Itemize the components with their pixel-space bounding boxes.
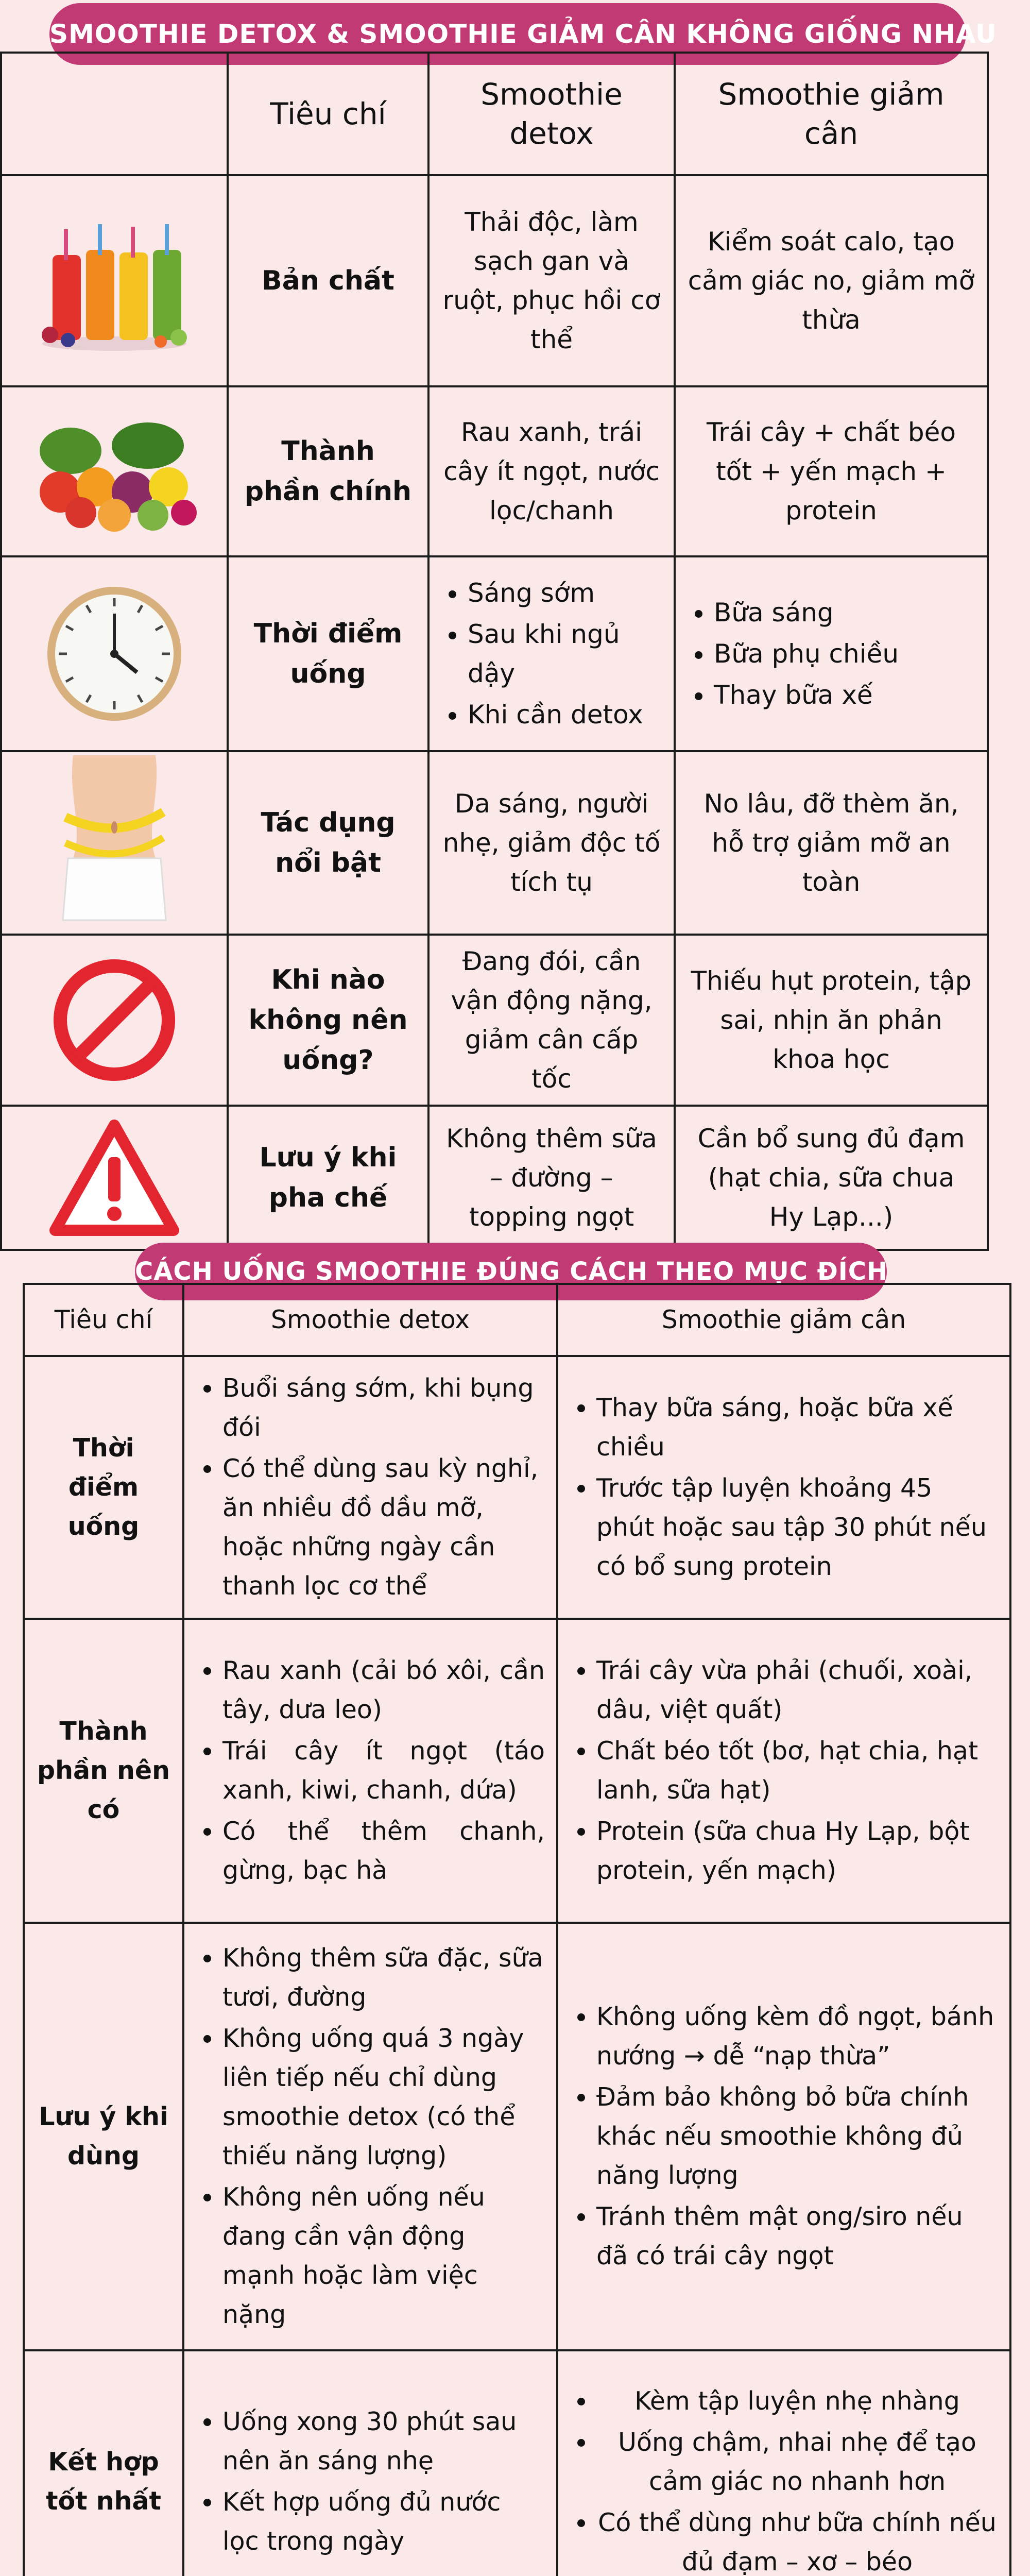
header-criterion: Tiêu chí: [228, 53, 428, 175]
list-item: • Kèm tập luyện nhẹ nhàng: [596, 2382, 998, 2421]
list-item: • Khi cần detox: [468, 695, 662, 734]
weight-loss-list: [570, 1651, 998, 1890]
list-item: • Không thêm sữa đặc, sữa tươi, đường: [222, 1939, 545, 2017]
weight-loss-list: [687, 593, 975, 715]
criterion-cell: Thành phần nên có: [24, 1619, 183, 1923]
table-row: [1, 935, 988, 1106]
list-item: • Uống chậm, nhai nhẹ để tạo cảm giác no nhanh hơn: [596, 2423, 998, 2501]
list-item: • Rau xanh (cải bó xôi, cần tây, dưa leo): [222, 1651, 545, 1730]
criterion-cell: Khi nào không nên uống?: [228, 935, 428, 1106]
criterion-cell: Thành phần chính: [228, 386, 428, 556]
weight-loss-list: [570, 1997, 998, 2276]
list-item: • Đảm bảo không bỏ bữa chính khác nếu smoothie không đủ năng lượng: [596, 2078, 998, 2195]
table-row: [1, 175, 988, 386]
list-item: • Thay bữa xế: [714, 675, 975, 715]
list-item: • Chất béo tốt (bơ, hạt chia, hạt lanh, sữa hạt): [596, 1732, 998, 1810]
weight-loss-cell: [557, 1619, 1010, 1923]
list-item: • Kết hợp uống đủ nước lọc trong ngày: [222, 2483, 545, 2561]
list-item: • Có thể thêm chanh, gừng, bạc hà: [222, 1812, 545, 1890]
header-weight-loss: Smoothie giảm cân: [557, 1284, 1010, 1356]
list-item: • Có thể dùng như bữa chính nếu đủ đạm – xơ – béo: [596, 2503, 998, 2576]
criterion-cell: Bản chất: [228, 175, 428, 386]
criterion-cell: Lưu ý khi dùng: [24, 1923, 183, 2350]
list-item: • Không uống kèm đồ ngọt, bánh nướng → dễ “nạp thừa”: [596, 1997, 998, 2076]
header-detox: Smoothie detox: [428, 53, 675, 175]
detox-list: [441, 573, 662, 734]
detox-cell: [183, 1619, 557, 1923]
detox-cell: Rau xanh, trái cây ít ngọt, nước lọc/chanh: [428, 386, 675, 556]
detox-cell: Da sáng, người nhẹ, giảm độc tố tích tụ: [428, 751, 675, 935]
section2-title: CÁCH UỐNG SMOOTHIE ĐÚNG CÁCH THEO MỤC ĐÍCH: [135, 1243, 887, 1300]
list-item: • Sau khi ngủ dậy: [468, 615, 662, 693]
weight-loss-list: [570, 1388, 998, 1586]
table-row: [24, 1619, 1010, 1923]
detox-cell: Thải độc, làm sạch gan và ruột, phục hồi cơ thể: [428, 175, 675, 386]
list-item: • Thay bữa sáng, hoặc bữa xế chiều: [596, 1388, 998, 1467]
header-criterion: Tiêu chí: [24, 1284, 183, 1356]
section1-title: SMOOTHIE DETOX & SMOOTHIE GIẢM CÂN KHÔNG GIỐNG NHAU: [49, 3, 966, 65]
weight-loss-cell: Thiếu hụt protein, tập sai, nhịn ăn phản khoa học: [675, 935, 988, 1106]
detox-list: [196, 1651, 545, 1890]
usage-guide-table: [23, 1283, 1011, 2576]
table-row: [24, 2350, 1010, 2576]
list-item: • Không uống quá 3 ngày liên tiếp nếu chỉ dùng smoothie detox (có thể thiếu năng lượng): [222, 2019, 545, 2176]
detox-cell: [183, 1923, 557, 2350]
juice-bottles-image: [1, 175, 228, 386]
list-item: • Bữa sáng: [714, 593, 975, 632]
weight-loss-cell: [557, 2350, 1010, 2576]
detox-list: [196, 1369, 545, 1606]
clock-image: [1, 556, 228, 751]
detox-cell: Không thêm sữa – đường – topping ngọt: [428, 1106, 675, 1250]
table-header-row: [1, 53, 988, 175]
weight-loss-cell: No lâu, đỡ thèm ăn, hỗ trợ giảm mỡ an toàn: [675, 751, 988, 935]
table-row: [1, 1106, 988, 1250]
table-row: [1, 751, 988, 935]
header-detox: Smoothie detox: [183, 1284, 557, 1356]
weight-loss-cell: Trái cây + chất béo tốt + yến mạch + protein: [675, 386, 988, 556]
table-header-row: [24, 1284, 1010, 1356]
table-row: [1, 386, 988, 556]
list-item: • Protein (sữa chua Hy Lạp, bột protein, yến mạch): [596, 1812, 998, 1890]
list-item: • Sáng sớm: [468, 573, 662, 613]
header-weight-loss: Smoothie giảm cân: [675, 53, 988, 175]
prohibited-icon: [1, 935, 228, 1106]
weight-loss-cell: Cần bổ sung đủ đạm (hạt chia, sữa chua Hy Lạp...): [675, 1106, 988, 1250]
list-item: • Bữa phụ chiều: [714, 634, 975, 673]
criterion-cell: Tác dụng nổi bật: [228, 751, 428, 935]
table-row: [1, 556, 988, 751]
criterion-cell: Lưu ý khi pha chế: [228, 1106, 428, 1250]
weight-loss-cell: [557, 1356, 1010, 1619]
detox-cell: [183, 2350, 557, 2576]
criterion-cell: Thời điểm uống: [228, 556, 428, 751]
comparison-table: [0, 52, 989, 1251]
list-item: • Không nên uống nếu đang cần vận động mạnh hoặc làm việc nặng: [222, 2178, 545, 2334]
table-row: [24, 1923, 1010, 2350]
detox-cell: [428, 556, 675, 751]
vegetables-fruits-image: [1, 386, 228, 556]
list-item: • Tránh thêm mật ong/siro nếu đã có trái cây ngọt: [596, 2197, 998, 2276]
waist-measuring-tape-image: [1, 751, 228, 935]
detox-list: [196, 1939, 545, 2334]
header-empty-cell: [1, 53, 228, 175]
detox-list: [196, 2402, 545, 2561]
list-item: • Uống xong 30 phút sau nên ăn sáng nhẹ: [222, 2402, 545, 2481]
table-row: [24, 1356, 1010, 1619]
list-item: • Trái cây ít ngọt (táo xanh, kiwi, chanh, dứa): [222, 1732, 545, 1810]
criterion-cell: Kết hợp tốt nhất: [24, 2350, 183, 2576]
list-item: • Trước tập luyện khoảng 45 phút hoặc sau tập 30 phút nếu có bổ sung protein: [596, 1469, 998, 1586]
detox-cell: Đang đói, cần vận động nặng, giảm cân cấp tốc: [428, 935, 675, 1106]
list-item: • Trái cây vừa phải (chuối, xoài, dâu, việt quất): [596, 1651, 998, 1730]
list-item: • Có thể dùng sau kỳ nghỉ, ăn nhiều đồ dầu mỡ, hoặc những ngày cần thanh lọc cơ thể: [222, 1449, 545, 1606]
weight-loss-cell: [675, 556, 988, 751]
criterion-cell: Thời điểm uống: [24, 1356, 183, 1619]
warning-icon: [1, 1106, 228, 1250]
list-item: • Buổi sáng sớm, khi bụng đói: [222, 1369, 545, 1447]
weight-loss-list: [570, 2382, 998, 2576]
detox-cell: [183, 1356, 557, 1619]
weight-loss-cell: Kiểm soát calo, tạo cảm giác no, giảm mỡ thừa: [675, 175, 988, 386]
weight-loss-cell: [557, 1923, 1010, 2350]
